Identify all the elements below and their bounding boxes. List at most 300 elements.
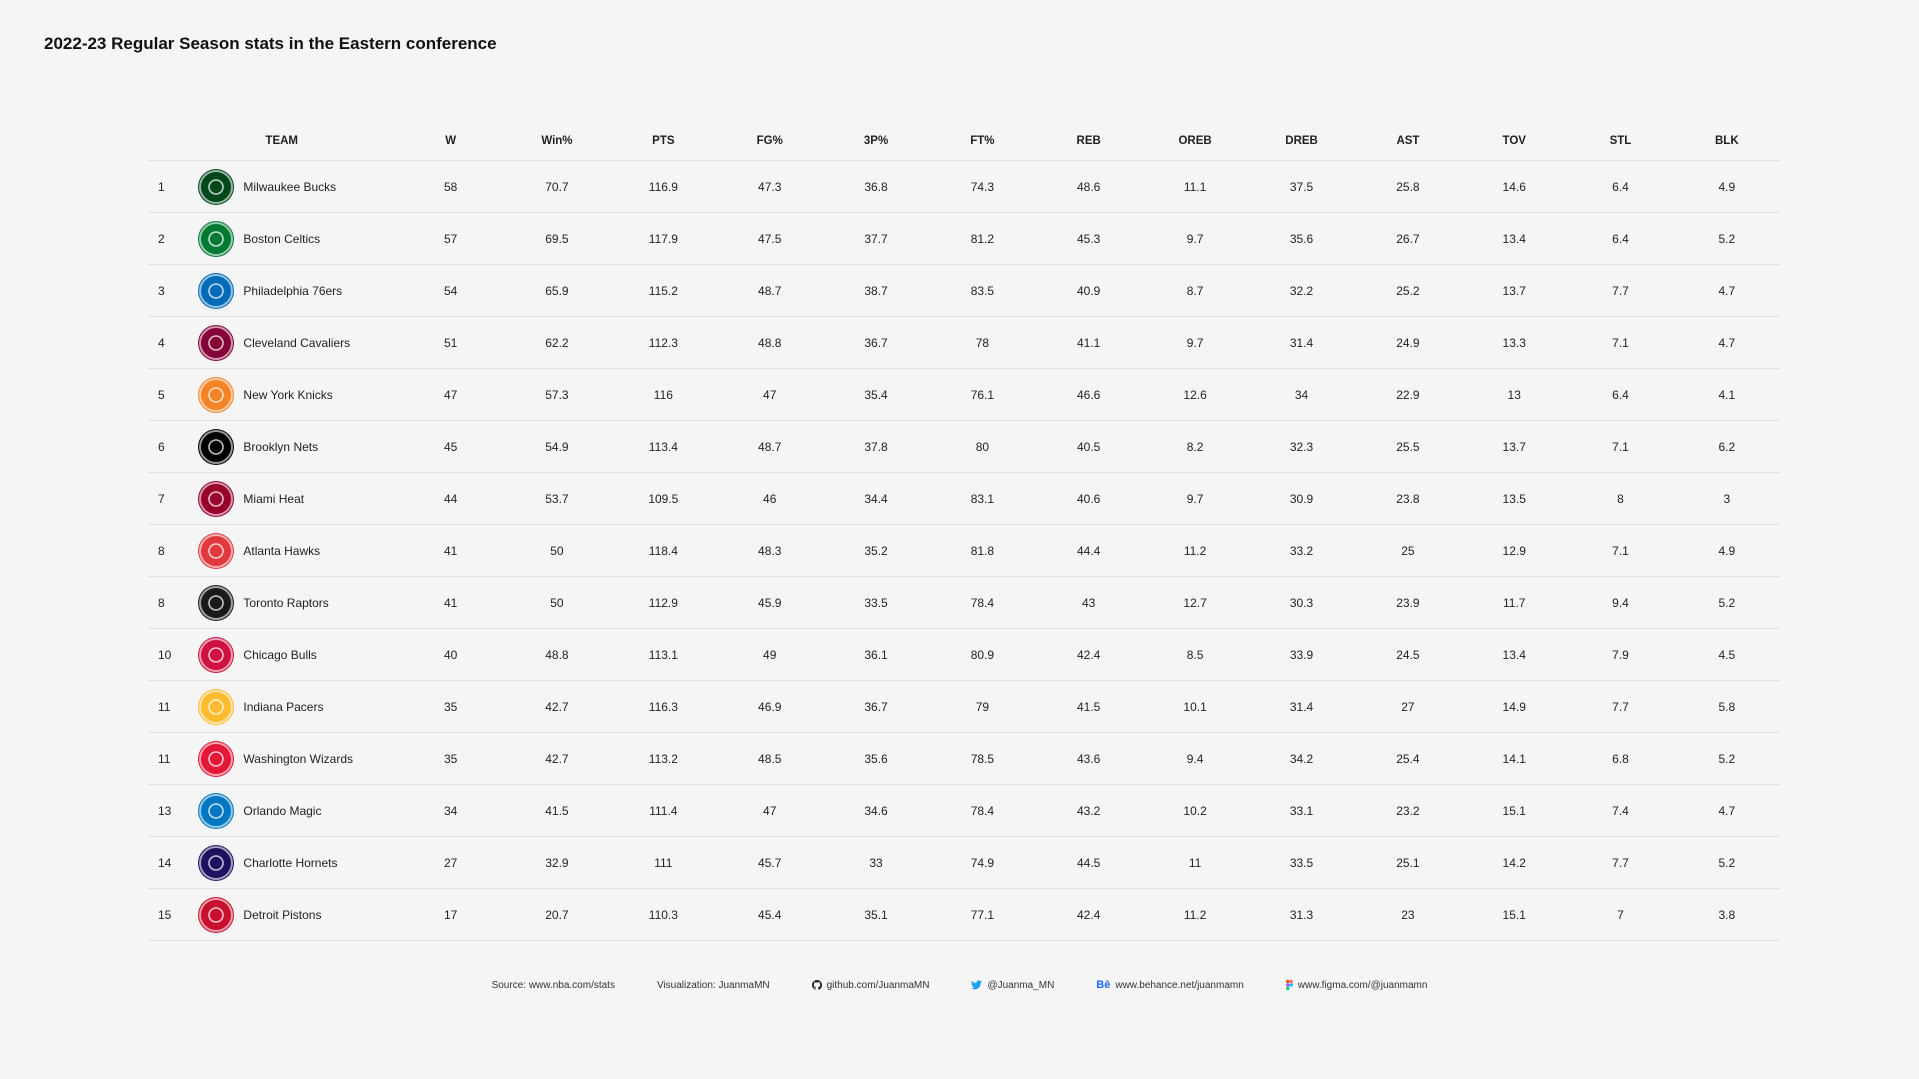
team-logo-icon <box>199 846 233 880</box>
stat-cell-pts: 115.2 <box>610 265 716 317</box>
stat-cell-reb: 40.6 <box>1036 473 1142 525</box>
team-logo-icon <box>199 482 233 516</box>
team-name: Boston Celtics <box>243 231 321 246</box>
stat-cell-fg-: 48.3 <box>717 525 823 577</box>
column-header-stl: STL <box>1567 122 1673 161</box>
stat-cell-ast: 25.2 <box>1355 265 1461 317</box>
stat-cell-pts: 111.4 <box>610 785 716 837</box>
stat-cell-pts: 117.9 <box>610 213 716 265</box>
stat-cell-oreb: 11.2 <box>1142 889 1248 941</box>
stat-cell-pts: 110.3 <box>610 889 716 941</box>
stat-cell-oreb: 9.4 <box>1142 733 1248 785</box>
team-name: Philadelphia 76ers <box>243 283 343 298</box>
stat-cell-pts: 116.9 <box>610 161 716 213</box>
team-name: Indiana Pacers <box>243 699 324 714</box>
table-row <box>148 369 1780 421</box>
stat-cell-tov: 11.7 <box>1461 577 1567 629</box>
stat-cell-oreb: 11 <box>1142 837 1248 889</box>
stat-cell-3p-: 35.4 <box>823 369 929 421</box>
column-header-ft-: FT% <box>929 122 1035 161</box>
team-name: Miami Heat <box>243 491 305 506</box>
stat-cell-3p-: 36.1 <box>823 629 929 681</box>
stat-cell-ft-: 80 <box>929 421 1035 473</box>
stat-cell-reb: 40.5 <box>1036 421 1142 473</box>
stat-cell-blk: 5.2 <box>1674 213 1780 265</box>
column-header-ast: AST <box>1355 122 1461 161</box>
team-cell <box>199 265 397 317</box>
stat-cell-tov: 14.9 <box>1461 681 1567 733</box>
stat-cell-ft-: 81.8 <box>929 525 1035 577</box>
stat-cell-stl: 7.1 <box>1567 525 1673 577</box>
stat-cell-dreb: 32.2 <box>1248 265 1354 317</box>
stat-cell-stl: 7.7 <box>1567 265 1673 317</box>
footer-source-text: Source: www.nba.com/stats <box>491 979 615 991</box>
rank-cell: 7 <box>148 473 199 525</box>
stat-cell-w: 54 <box>398 265 504 317</box>
stat-cell-win-: 50 <box>504 577 610 629</box>
footer-github-link[interactable] <box>812 980 930 991</box>
rank-cell: 8 <box>148 525 199 577</box>
table-row <box>148 473 1780 525</box>
column-header-3p-: 3P% <box>823 122 929 161</box>
stat-cell-3p-: 34.4 <box>823 473 929 525</box>
stat-cell-oreb: 9.7 <box>1142 213 1248 265</box>
stat-cell-ft-: 74.9 <box>929 837 1035 889</box>
rank-cell: 8 <box>148 577 199 629</box>
stat-cell-stl: 6.8 <box>1567 733 1673 785</box>
figma-icon <box>1286 979 1293 991</box>
footer-twitter-text: @Juanma_MN <box>987 979 1055 991</box>
stat-cell-stl: 8 <box>1567 473 1673 525</box>
column-header-team: TEAM <box>199 122 397 161</box>
stat-cell-oreb: 10.1 <box>1142 681 1248 733</box>
team-cell <box>199 681 397 733</box>
stat-cell-win-: 53.7 <box>504 473 610 525</box>
table-row <box>148 161 1780 213</box>
stat-cell-win-: 48.8 <box>504 629 610 681</box>
column-header-blk: BLK <box>1674 122 1780 161</box>
stat-cell-dreb: 32.3 <box>1248 421 1354 473</box>
stat-cell-w: 34 <box>398 785 504 837</box>
stat-cell-ft-: 78.4 <box>929 785 1035 837</box>
stat-cell-ft-: 77.1 <box>929 889 1035 941</box>
stat-cell-stl: 6.4 <box>1567 213 1673 265</box>
stat-cell-oreb: 12.7 <box>1142 577 1248 629</box>
stat-cell-ft-: 76.1 <box>929 369 1035 421</box>
stat-cell-pts: 113.4 <box>610 421 716 473</box>
footer-figma-text: www.figma.com/@juanmamn <box>1297 979 1428 991</box>
team-logo-icon <box>199 222 233 256</box>
team-logo-icon <box>199 170 233 204</box>
stat-cell-win-: 70.7 <box>504 161 610 213</box>
footer-github-text: github.com/JuanmaMN <box>826 979 930 991</box>
column-header-rank <box>148 122 199 161</box>
team-cell <box>199 837 397 889</box>
stat-cell-fg-: 47 <box>717 369 823 421</box>
table-header-row <box>148 122 1780 161</box>
stat-cell-ft-: 80.9 <box>929 629 1035 681</box>
table-row <box>148 889 1780 941</box>
stat-cell-fg-: 47 <box>717 785 823 837</box>
stat-cell-reb: 40.9 <box>1036 265 1142 317</box>
rank-cell: 14 <box>148 837 199 889</box>
team-cell <box>199 161 397 213</box>
stat-cell-blk: 3 <box>1674 473 1780 525</box>
stat-cell-3p-: 38.7 <box>823 265 929 317</box>
stat-cell-oreb: 11.2 <box>1142 525 1248 577</box>
stat-cell-blk: 4.5 <box>1674 629 1780 681</box>
stat-cell-w: 35 <box>398 681 504 733</box>
stat-cell-ast: 25.4 <box>1355 733 1461 785</box>
team-cell <box>199 889 397 941</box>
stat-cell-dreb: 31.4 <box>1248 681 1354 733</box>
stat-cell-stl: 7 <box>1567 889 1673 941</box>
stat-cell-3p-: 35.2 <box>823 525 929 577</box>
stat-cell-win-: 65.9 <box>504 265 610 317</box>
stat-cell-ast: 27 <box>1355 681 1461 733</box>
stat-cell-stl: 7.9 <box>1567 629 1673 681</box>
stat-cell-w: 35 <box>398 733 504 785</box>
stat-cell-tov: 13.5 <box>1461 473 1567 525</box>
stat-cell-ft-: 81.2 <box>929 213 1035 265</box>
stat-cell-dreb: 34.2 <box>1248 733 1354 785</box>
stat-cell-tov: 14.2 <box>1461 837 1567 889</box>
stat-cell-tov: 15.1 <box>1461 889 1567 941</box>
rank-cell: 15 <box>148 889 199 941</box>
team-cell <box>199 785 397 837</box>
stat-cell-ast: 24.5 <box>1355 629 1461 681</box>
stat-cell-tov: 13.3 <box>1461 317 1567 369</box>
stat-cell-reb: 44.4 <box>1036 525 1142 577</box>
stat-cell-reb: 43 <box>1036 577 1142 629</box>
team-name: Washington Wizards <box>243 751 354 766</box>
footer-twitter-link[interactable] <box>971 980 1054 991</box>
footer-behance-link[interactable] <box>1096 979 1243 991</box>
table-row <box>148 421 1780 473</box>
stat-cell-tov: 14.6 <box>1461 161 1567 213</box>
table-row <box>148 577 1780 629</box>
stat-cell-dreb: 33.2 <box>1248 525 1354 577</box>
stat-cell-win-: 41.5 <box>504 785 610 837</box>
stat-cell-stl: 7.7 <box>1567 837 1673 889</box>
stat-cell-w: 51 <box>398 317 504 369</box>
stat-cell-ft-: 83.5 <box>929 265 1035 317</box>
table-row <box>148 317 1780 369</box>
stat-cell-reb: 44.5 <box>1036 837 1142 889</box>
stat-cell-dreb: 33.5 <box>1248 837 1354 889</box>
twitter-icon <box>971 980 982 990</box>
stat-cell-reb: 42.4 <box>1036 889 1142 941</box>
stat-cell-w: 17 <box>398 889 504 941</box>
stat-cell-3p-: 35.6 <box>823 733 929 785</box>
rank-cell: 11 <box>148 681 199 733</box>
stat-cell-dreb: 37.5 <box>1248 161 1354 213</box>
team-logo-icon <box>199 794 233 828</box>
footer-figma-link[interactable] <box>1286 979 1428 991</box>
stat-cell-reb: 43.6 <box>1036 733 1142 785</box>
stat-cell-3p-: 37.8 <box>823 421 929 473</box>
stat-cell-win-: 57.3 <box>504 369 610 421</box>
stat-cell-pts: 113.1 <box>610 629 716 681</box>
stat-cell-stl: 7.4 <box>1567 785 1673 837</box>
stat-cell-dreb: 30.9 <box>1248 473 1354 525</box>
stat-cell-tov: 13.4 <box>1461 213 1567 265</box>
stat-cell-ast: 22.9 <box>1355 369 1461 421</box>
stat-cell-fg-: 48.7 <box>717 421 823 473</box>
stat-cell-tov: 14.1 <box>1461 733 1567 785</box>
team-logo-icon <box>199 586 233 620</box>
stat-cell-w: 27 <box>398 837 504 889</box>
github-icon <box>812 980 822 990</box>
stat-cell-w: 45 <box>398 421 504 473</box>
stat-cell-ast: 23.8 <box>1355 473 1461 525</box>
stat-cell-ast: 25.5 <box>1355 421 1461 473</box>
stat-cell-win-: 50 <box>504 525 610 577</box>
stat-cell-3p-: 33.5 <box>823 577 929 629</box>
stat-cell-pts: 116.3 <box>610 681 716 733</box>
column-header-tov: TOV <box>1461 122 1567 161</box>
stat-cell-fg-: 46 <box>717 473 823 525</box>
column-header-reb: REB <box>1036 122 1142 161</box>
team-cell <box>199 317 397 369</box>
team-name: New York Knicks <box>243 387 333 402</box>
stat-cell-w: 57 <box>398 213 504 265</box>
stat-cell-pts: 112.9 <box>610 577 716 629</box>
stat-cell-pts: 118.4 <box>610 525 716 577</box>
stat-cell-stl: 6.4 <box>1567 369 1673 421</box>
stat-cell-ft-: 74.3 <box>929 161 1035 213</box>
stat-cell-blk: 4.1 <box>1674 369 1780 421</box>
stat-cell-blk: 4.7 <box>1674 265 1780 317</box>
stat-cell-w: 41 <box>398 577 504 629</box>
stat-cell-fg-: 47.5 <box>717 213 823 265</box>
stat-cell-pts: 111 <box>610 837 716 889</box>
stat-cell-blk: 5.2 <box>1674 837 1780 889</box>
rank-cell: 5 <box>148 369 199 421</box>
table-row <box>148 785 1780 837</box>
table-row <box>148 213 1780 265</box>
table-row <box>148 629 1780 681</box>
stat-cell-blk: 4.9 <box>1674 525 1780 577</box>
table-body <box>148 161 1780 941</box>
table-row <box>148 733 1780 785</box>
team-cell <box>199 629 397 681</box>
stat-cell-fg-: 45.4 <box>717 889 823 941</box>
team-name: Atlanta Hawks <box>243 543 321 558</box>
stat-cell-3p-: 33 <box>823 837 929 889</box>
stat-cell-fg-: 46.9 <box>717 681 823 733</box>
stat-cell-ft-: 83.1 <box>929 473 1035 525</box>
stat-cell-w: 40 <box>398 629 504 681</box>
stat-cell-blk: 4.7 <box>1674 785 1780 837</box>
stat-cell-blk: 4.7 <box>1674 317 1780 369</box>
team-logo-icon <box>199 690 233 724</box>
stat-cell-blk: 5.8 <box>1674 681 1780 733</box>
stat-cell-dreb: 33.1 <box>1248 785 1354 837</box>
rank-cell: 2 <box>148 213 199 265</box>
stat-cell-tov: 12.9 <box>1461 525 1567 577</box>
chart-title: 2022-23 Regular Season stats in the Eastern conference <box>44 34 497 53</box>
footer <box>0 979 1919 991</box>
footer-visualization-text: Visualization: JuanmaMN <box>656 979 770 991</box>
team-name: Chicago Bulls <box>243 647 317 662</box>
stat-cell-blk: 3.8 <box>1674 889 1780 941</box>
stat-cell-oreb: 8.2 <box>1142 421 1248 473</box>
stat-cell-fg-: 47.3 <box>717 161 823 213</box>
stat-cell-pts: 116 <box>610 369 716 421</box>
stat-cell-3p-: 36.8 <box>823 161 929 213</box>
stat-cell-oreb: 8.7 <box>1142 265 1248 317</box>
stat-cell-ast: 25.8 <box>1355 161 1461 213</box>
stat-cell-stl: 7.1 <box>1567 421 1673 473</box>
stat-cell-w: 58 <box>398 161 504 213</box>
stat-cell-reb: 45.3 <box>1036 213 1142 265</box>
stat-cell-reb: 43.2 <box>1036 785 1142 837</box>
stat-cell-oreb: 12.6 <box>1142 369 1248 421</box>
team-cell <box>199 369 397 421</box>
rank-cell: 1 <box>148 161 199 213</box>
stat-cell-fg-: 48.5 <box>717 733 823 785</box>
stat-cell-reb: 48.6 <box>1036 161 1142 213</box>
stat-cell-reb: 41.5 <box>1036 681 1142 733</box>
stat-cell-ft-: 78.5 <box>929 733 1035 785</box>
column-header-w: W <box>398 122 504 161</box>
team-logo-icon <box>199 638 233 672</box>
stat-cell-tov: 13.7 <box>1461 421 1567 473</box>
stat-cell-tov: 13 <box>1461 369 1567 421</box>
stat-cell-ast: 23.9 <box>1355 577 1461 629</box>
stat-cell-ast: 23.2 <box>1355 785 1461 837</box>
stat-cell-pts: 109.5 <box>610 473 716 525</box>
stat-cell-stl: 6.4 <box>1567 161 1673 213</box>
stat-cell-ft-: 78.4 <box>929 577 1035 629</box>
stats-table <box>148 122 1780 941</box>
stat-cell-blk: 4.9 <box>1674 161 1780 213</box>
stat-cell-ast: 26.7 <box>1355 213 1461 265</box>
stat-cell-blk: 5.2 <box>1674 733 1780 785</box>
table-row <box>148 525 1780 577</box>
team-logo-icon <box>199 274 233 308</box>
stat-cell-pts: 113.2 <box>610 733 716 785</box>
team-logo-icon <box>199 430 233 464</box>
stat-cell-win-: 62.2 <box>504 317 610 369</box>
stat-cell-ft-: 78 <box>929 317 1035 369</box>
team-logo-icon <box>199 378 233 412</box>
stat-cell-dreb: 30.3 <box>1248 577 1354 629</box>
rank-cell: 10 <box>148 629 199 681</box>
stat-cell-oreb: 9.7 <box>1142 317 1248 369</box>
team-cell <box>199 733 397 785</box>
team-logo-icon <box>199 326 233 360</box>
stat-cell-dreb: 35.6 <box>1248 213 1354 265</box>
stat-cell-win-: 42.7 <box>504 733 610 785</box>
stat-cell-oreb: 8.5 <box>1142 629 1248 681</box>
stat-cell-w: 44 <box>398 473 504 525</box>
footer-behance-text: www.behance.net/juanmamn <box>1115 979 1244 991</box>
stat-cell-stl: 7.1 <box>1567 317 1673 369</box>
stat-cell-blk: 5.2 <box>1674 577 1780 629</box>
stat-cell-ast: 25.1 <box>1355 837 1461 889</box>
behance-icon: Bē <box>1096 979 1111 991</box>
stat-cell-stl: 7.7 <box>1567 681 1673 733</box>
rank-cell: 6 <box>148 421 199 473</box>
team-name: Detroit Pistons <box>243 907 322 922</box>
stat-cell-reb: 41.1 <box>1036 317 1142 369</box>
stat-cell-win-: 32.9 <box>504 837 610 889</box>
rank-cell: 13 <box>148 785 199 837</box>
stat-cell-oreb: 10.2 <box>1142 785 1248 837</box>
stat-cell-w: 41 <box>398 525 504 577</box>
stat-cell-3p-: 34.6 <box>823 785 929 837</box>
table-row <box>148 837 1780 889</box>
team-name: Milwaukee Bucks <box>243 179 337 194</box>
column-header-pts: PTS <box>610 122 716 161</box>
team-cell <box>199 421 397 473</box>
stat-cell-oreb: 11.1 <box>1142 161 1248 213</box>
stat-cell-3p-: 37.7 <box>823 213 929 265</box>
stat-cell-3p-: 35.1 <box>823 889 929 941</box>
stat-cell-oreb: 9.7 <box>1142 473 1248 525</box>
team-cell <box>199 525 397 577</box>
table-row <box>148 681 1780 733</box>
column-header-win-: Win% <box>504 122 610 161</box>
team-logo-icon <box>199 534 233 568</box>
stat-cell-ft-: 79 <box>929 681 1035 733</box>
team-cell <box>199 473 397 525</box>
stat-cell-stl: 9.4 <box>1567 577 1673 629</box>
team-name: Brooklyn Nets <box>243 439 319 454</box>
rank-cell: 4 <box>148 317 199 369</box>
stat-cell-win-: 42.7 <box>504 681 610 733</box>
stat-cell-tov: 13.4 <box>1461 629 1567 681</box>
column-header-oreb: OREB <box>1142 122 1248 161</box>
team-name: Charlotte Hornets <box>243 855 338 870</box>
stat-cell-reb: 46.6 <box>1036 369 1142 421</box>
stat-cell-reb: 42.4 <box>1036 629 1142 681</box>
rank-cell: 3 <box>148 265 199 317</box>
stat-cell-dreb: 33.9 <box>1248 629 1354 681</box>
team-logo-icon <box>199 898 233 932</box>
footer-visualization <box>657 980 770 991</box>
stat-cell-blk: 6.2 <box>1674 421 1780 473</box>
team-cell <box>199 577 397 629</box>
stat-cell-3p-: 36.7 <box>823 317 929 369</box>
stat-cell-win-: 54.9 <box>504 421 610 473</box>
stat-cell-pts: 112.3 <box>610 317 716 369</box>
team-name: Cleveland Cavaliers <box>243 335 351 350</box>
stat-cell-tov: 13.7 <box>1461 265 1567 317</box>
stat-cell-ast: 25 <box>1355 525 1461 577</box>
stat-cell-win-: 20.7 <box>504 889 610 941</box>
stat-cell-w: 47 <box>398 369 504 421</box>
stat-cell-fg-: 45.9 <box>717 577 823 629</box>
stat-cell-fg-: 48.8 <box>717 317 823 369</box>
stat-cell-dreb: 34 <box>1248 369 1354 421</box>
stat-cell-3p-: 36.7 <box>823 681 929 733</box>
stat-cell-fg-: 49 <box>717 629 823 681</box>
team-logo-icon <box>199 742 233 776</box>
stat-cell-tov: 15.1 <box>1461 785 1567 837</box>
stat-cell-ast: 24.9 <box>1355 317 1461 369</box>
footer-source <box>492 980 615 991</box>
stat-cell-dreb: 31.3 <box>1248 889 1354 941</box>
team-name: Toronto Raptors <box>243 595 329 610</box>
team-cell <box>199 213 397 265</box>
column-header-fg-: FG% <box>717 122 823 161</box>
rank-cell: 11 <box>148 733 199 785</box>
stat-cell-win-: 69.5 <box>504 213 610 265</box>
stat-cell-fg-: 45.7 <box>717 837 823 889</box>
